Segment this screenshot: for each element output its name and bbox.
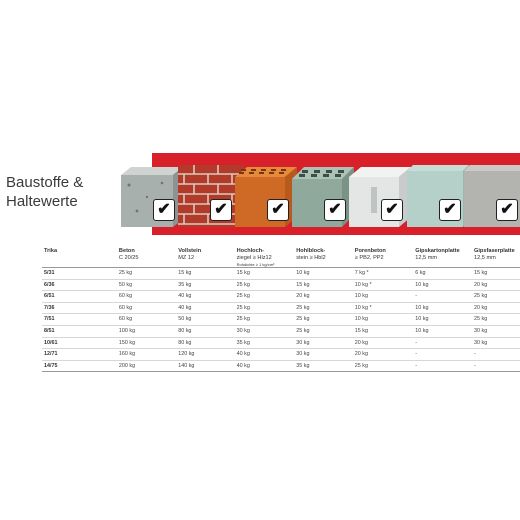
row-value-cell: 15 kg [353, 325, 414, 337]
row-value-cell: 60 kg [117, 314, 176, 326]
row-value-cell: 10 kg [413, 302, 472, 314]
row-value-cell: 40 kg [176, 302, 234, 314]
row-trika-cell: 7/51 [42, 314, 117, 326]
row-value-cell: - [413, 349, 472, 361]
row-value-cell: 15 kg [472, 268, 520, 280]
row-value-cell: 10 kg [294, 268, 353, 280]
header-porenbeton: Porenbeton ≥ PB2, PP2 [353, 245, 414, 268]
row-value-cell: 30 kg [472, 337, 520, 349]
banner-title [6, 173, 83, 211]
row-trika-cell: 6/51 [42, 291, 117, 303]
row-value-cell: 15 kg [235, 268, 295, 280]
row-value-cell: 10 kg [413, 279, 472, 291]
row-value-cell: 25 kg [235, 314, 295, 326]
row-value-cell: 25 kg [294, 325, 353, 337]
row-value-cell: 15 kg [294, 279, 353, 291]
gypsum-board-check-icon: ✔ [439, 199, 461, 221]
row-trika-cell: 10/61 [42, 337, 117, 349]
perforated-brick-icon [237, 169, 291, 223]
aerated-concrete-check-icon: ✔ [381, 199, 403, 221]
header-gipsfaserplatte: Gipsfaserplatte 12,5 mm [472, 245, 520, 268]
table-row [42, 268, 520, 280]
header-vollstein: Vollstein MZ 12 [176, 245, 234, 268]
table-row [42, 337, 520, 349]
hollow-block-icon [294, 169, 348, 223]
row-value-cell: 35 kg [294, 360, 353, 372]
row-value-cell: 20 kg [472, 302, 520, 314]
row-value-cell: 25 kg [353, 360, 414, 372]
table-row [42, 302, 520, 314]
table-header-row [42, 245, 520, 268]
row-value-cell: 60 kg [117, 302, 176, 314]
row-value-cell: 10 kg [353, 314, 414, 326]
row-value-cell: 120 kg [176, 349, 234, 361]
row-value-cell: 25 kg [294, 314, 353, 326]
row-value-cell: 10 kg [413, 314, 472, 326]
row-value-cell: 50 kg [176, 314, 234, 326]
row-value-cell: 30 kg [294, 349, 353, 361]
row-trika-cell: 6/36 [42, 279, 117, 291]
row-value-cell: 35 kg [176, 279, 234, 291]
row-value-cell: 200 kg [117, 360, 176, 372]
header-beton: Beton C 20/25 [117, 245, 176, 268]
row-value-cell: 50 kg [117, 279, 176, 291]
row-value-cell: 25 kg [117, 268, 176, 280]
row-value-cell: 140 kg [176, 360, 234, 372]
row-value-cell: 40 kg [235, 349, 295, 361]
load-values-table [42, 245, 520, 372]
row-value-cell: 25 kg [235, 279, 295, 291]
row-value-cell: 7 kg * [353, 268, 414, 280]
banner-title-line2: Haltewerte [6, 193, 78, 210]
row-value-cell: - [413, 291, 472, 303]
materials-banner [0, 153, 520, 235]
row-value-cell: 60 kg [117, 291, 176, 303]
row-trika-cell: 5/31 [42, 268, 117, 280]
perforated-brick-check-icon: ✔ [267, 199, 289, 221]
row-value-cell: 20 kg [472, 279, 520, 291]
row-value-cell: - [472, 360, 520, 372]
row-value-cell: 10 kg * [353, 302, 414, 314]
row-value-cell: 10 kg [413, 325, 472, 337]
table-row [42, 291, 520, 303]
row-value-cell: 25 kg [472, 314, 520, 326]
row-value-cell: 80 kg [176, 337, 234, 349]
header-trika: Trika [42, 245, 117, 268]
row-value-cell: 20 kg [353, 349, 414, 361]
solid-brick-check-icon: ✔ [210, 199, 232, 221]
row-value-cell: 30 kg [472, 325, 520, 337]
row-value-cell: 25 kg [235, 291, 295, 303]
row-value-cell: 25 kg [294, 302, 353, 314]
table-row [42, 314, 520, 326]
row-value-cell: - [413, 337, 472, 349]
table-row [42, 325, 520, 337]
row-value-cell: 30 kg [294, 337, 353, 349]
row-value-cell: 25 kg [235, 302, 295, 314]
table-row [42, 360, 520, 372]
hollow-block-check-icon: ✔ [324, 199, 346, 221]
row-value-cell: 150 kg [117, 337, 176, 349]
row-value-cell: 10 kg * [353, 279, 414, 291]
gypsum-fiber-check-icon: ✔ [496, 199, 518, 221]
table-row [42, 279, 520, 291]
header-hochlochziegel: Hochloch- ziegel ≥ Hlz12 Rohdichte ≥ 1 kg/cm³ [235, 245, 295, 268]
row-trika-cell: 14/75 [42, 360, 117, 372]
row-value-cell: 35 kg [235, 337, 295, 349]
row-value-cell: - [472, 349, 520, 361]
row-value-cell: 40 kg [176, 291, 234, 303]
row-value-cell: 15 kg [176, 268, 234, 280]
gypsum-board-icon [409, 169, 463, 223]
gypsum-fiber-board-icon [466, 169, 520, 223]
banner-title-line1: Baustoffe & [6, 174, 84, 191]
aerated-concrete-block-icon [351, 169, 405, 223]
row-value-cell: 40 kg [235, 360, 295, 372]
row-value-cell: 80 kg [176, 325, 234, 337]
row-value-cell: 30 kg [235, 325, 295, 337]
row-trika-cell: 12/71 [42, 349, 117, 361]
row-value-cell: 20 kg [353, 337, 414, 349]
row-value-cell: 100 kg [117, 325, 176, 337]
row-trika-cell: 7/36 [42, 302, 117, 314]
concrete-block-icon [123, 169, 177, 223]
header-hohlblockstein: Hohlblock- stein ≥ Hbl2 [294, 245, 353, 268]
table-row [42, 349, 520, 361]
row-value-cell: - [413, 360, 472, 372]
header-gipskartonplatte: Gipskartonplatte 12,5 mm [413, 245, 472, 268]
row-trika-cell: 8/51 [42, 325, 117, 337]
row-value-cell: 10 kg [353, 291, 414, 303]
concrete-check-icon: ✔ [153, 199, 175, 221]
row-value-cell: 25 kg [472, 291, 520, 303]
row-value-cell: 20 kg [294, 291, 353, 303]
row-value-cell: 6 kg [413, 268, 472, 280]
solid-brick-wall-icon [180, 169, 234, 223]
row-value-cell: 160 kg [117, 349, 176, 361]
